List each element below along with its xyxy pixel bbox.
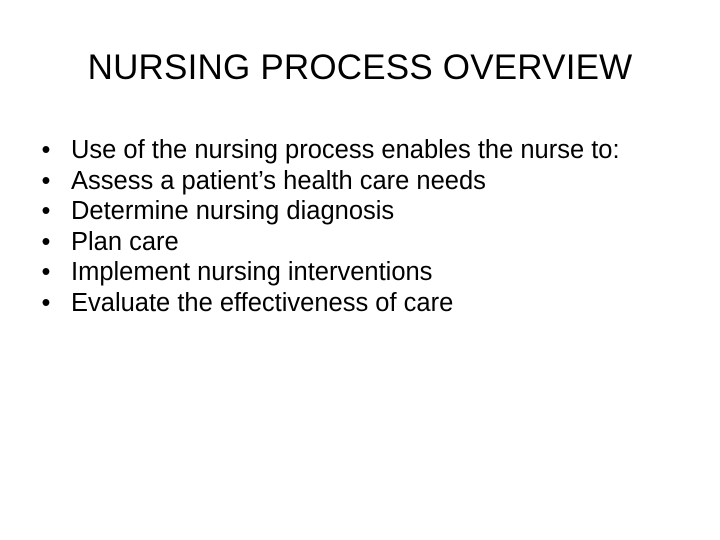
bullet-list bbox=[36, 135, 666, 318]
bullet-icon: • bbox=[41, 197, 51, 225]
bullet-icon: • bbox=[41, 288, 51, 317]
bullet-icon: • bbox=[41, 258, 51, 286]
bullet-icon: • bbox=[41, 136, 51, 164]
bullet-text: Use of the nursing process enables the nurse to: bbox=[71, 136, 620, 164]
bullet-item bbox=[36, 257, 666, 288]
bullet-text: Evaluate the effectiveness of care bbox=[71, 288, 454, 317]
bullet-text: Assess a patient’s health care needs bbox=[71, 166, 486, 195]
bullet-item bbox=[36, 227, 666, 258]
bullet-item bbox=[36, 196, 666, 227]
slide-title: NURSING PROCESS OVERVIEW bbox=[87, 48, 633, 87]
bullet-item bbox=[36, 135, 666, 166]
bullet-icon: • bbox=[41, 227, 51, 256]
bullet-text: Determine nursing diagnosis bbox=[71, 197, 395, 225]
bullet-text: Plan care bbox=[71, 227, 179, 256]
bullet-item bbox=[36, 166, 666, 197]
bullet-icon: • bbox=[41, 166, 51, 195]
bullet-text: Implement nursing interventions bbox=[71, 258, 433, 286]
bullet-item bbox=[36, 288, 666, 319]
